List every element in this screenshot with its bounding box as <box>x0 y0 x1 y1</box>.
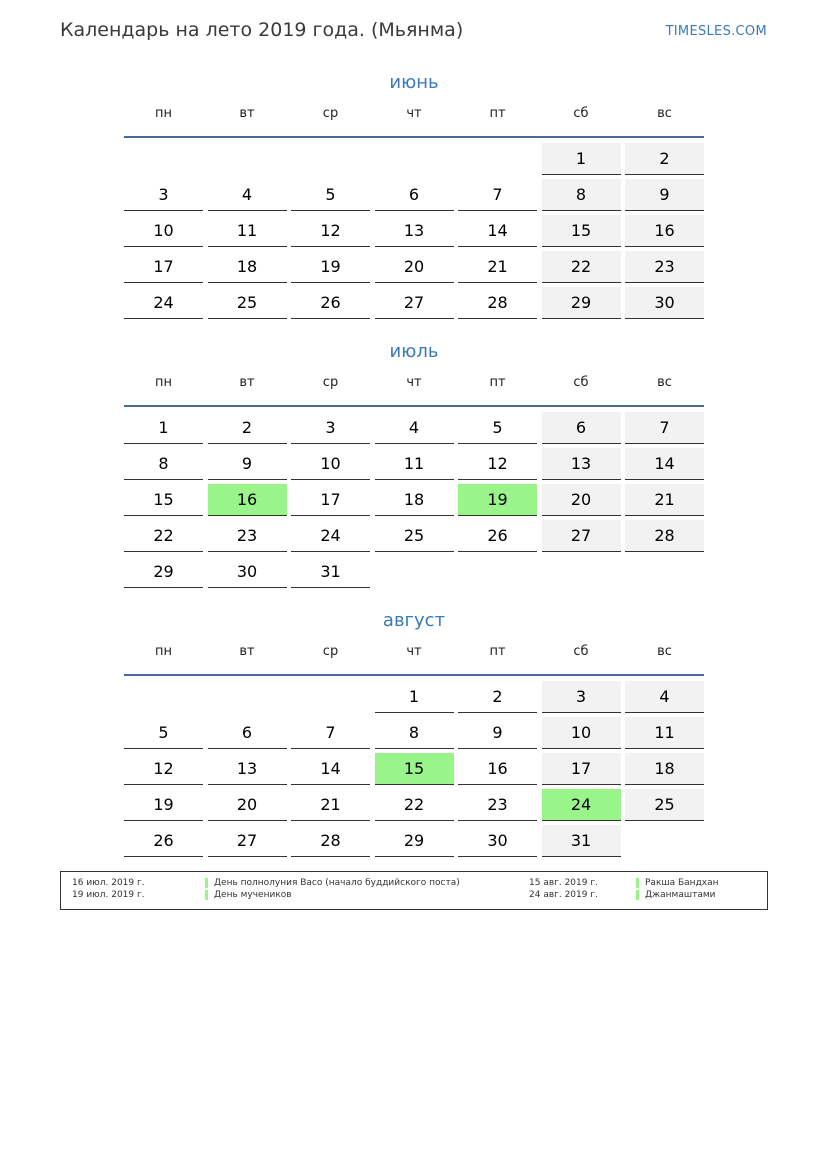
day-cell: 24 <box>291 520 370 552</box>
day-cell: 14 <box>291 753 370 785</box>
day-cell: 11 <box>375 448 454 480</box>
weekday-label: ср <box>322 106 339 121</box>
month-name: июль <box>389 341 439 362</box>
weekday-label: чт <box>406 106 422 121</box>
day-cell: 9 <box>208 448 287 480</box>
day-cell: 13 <box>542 448 621 480</box>
day-cell: 9 <box>458 717 537 749</box>
day-cell: 14 <box>625 448 704 480</box>
day-cell: 27 <box>542 520 621 552</box>
day-cell: 2 <box>208 412 287 444</box>
weekday-label: пт <box>489 106 506 121</box>
month-calendar <box>124 337 704 581</box>
day-cell: 3 <box>542 681 621 713</box>
day-cell: 23 <box>458 789 537 821</box>
weekday-label: вт <box>239 375 255 390</box>
day-cell: 30 <box>458 825 537 857</box>
day-cell: 28 <box>625 520 704 552</box>
day-cell: 25 <box>375 520 454 552</box>
day-cell: 16 <box>625 215 704 247</box>
legend-date: 24 авг. 2019 г. <box>529 890 598 900</box>
day-cell: 30 <box>625 287 704 319</box>
day-cell: 2 <box>625 143 704 175</box>
day-cell: 11 <box>625 717 704 749</box>
legend-date: 16 июл. 2019 г. <box>72 878 145 888</box>
day-cell: 12 <box>458 448 537 480</box>
holiday-day-cell: 19 <box>458 484 537 516</box>
day-cell: 4 <box>625 681 704 713</box>
day-cell: 10 <box>124 215 203 247</box>
legend-holiday-name: День мучеников <box>205 890 292 900</box>
day-cell: 8 <box>542 179 621 211</box>
day-cell: 28 <box>291 825 370 857</box>
month-name: август <box>382 610 446 631</box>
month-calendar <box>124 68 704 312</box>
day-cell: 1 <box>375 681 454 713</box>
day-cell: 18 <box>625 753 704 785</box>
day-cell: 4 <box>375 412 454 444</box>
day-cell: 8 <box>375 717 454 749</box>
page-title: Календарь на лето 2019 года. (Мьянма) <box>60 19 464 41</box>
day-cell: 5 <box>124 717 203 749</box>
day-cell: 1 <box>124 412 203 444</box>
day-cell: 5 <box>291 179 370 211</box>
day-cell: 29 <box>542 287 621 319</box>
weekday-label: пн <box>155 644 172 659</box>
day-cell: 13 <box>375 215 454 247</box>
day-cell: 15 <box>542 215 621 247</box>
legend-date: 19 июл. 2019 г. <box>72 890 145 900</box>
day-cell: 7 <box>291 717 370 749</box>
weekday-label: пн <box>155 375 172 390</box>
day-cell: 15 <box>124 484 203 516</box>
day-cell: 20 <box>542 484 621 516</box>
day-cell: 9 <box>625 179 704 211</box>
holiday-day-cell: 24 <box>542 789 621 821</box>
day-cell: 22 <box>375 789 454 821</box>
day-cell: 10 <box>291 448 370 480</box>
day-cell: 18 <box>375 484 454 516</box>
day-cell: 23 <box>208 520 287 552</box>
day-cell: 26 <box>458 520 537 552</box>
day-cell: 21 <box>625 484 704 516</box>
weekday-label: пт <box>489 375 506 390</box>
legend-date: 15 авг. 2019 г. <box>529 878 598 888</box>
weekday-header <box>124 367 704 407</box>
day-cell: 16 <box>458 753 537 785</box>
day-cell: 31 <box>542 825 621 857</box>
weekday-label: вс <box>657 106 672 121</box>
day-cell: 31 <box>291 556 370 588</box>
day-cell: 7 <box>458 179 537 211</box>
day-cell: 25 <box>625 789 704 821</box>
day-cell: 3 <box>124 179 203 211</box>
day-cell: 7 <box>625 412 704 444</box>
day-cell: 22 <box>124 520 203 552</box>
day-cell: 12 <box>291 215 370 247</box>
day-cell: 27 <box>208 825 287 857</box>
brand-link[interactable]: TIMESLES.COM <box>665 24 767 39</box>
weekday-label: чт <box>406 644 422 659</box>
day-cell: 29 <box>375 825 454 857</box>
weekday-label: сб <box>573 644 589 659</box>
day-cell: 20 <box>375 251 454 283</box>
day-cell: 23 <box>625 251 704 283</box>
day-cell: 5 <box>458 412 537 444</box>
day-cell: 1 <box>542 143 621 175</box>
holiday-day-cell: 15 <box>375 753 454 785</box>
day-cell: 20 <box>208 789 287 821</box>
day-cell: 3 <box>291 412 370 444</box>
day-cell: 24 <box>124 287 203 319</box>
day-cell: 4 <box>208 179 287 211</box>
day-cell: 21 <box>291 789 370 821</box>
day-cell: 14 <box>458 215 537 247</box>
month-name: июнь <box>389 72 439 93</box>
weekday-label: сб <box>573 375 589 390</box>
day-cell: 30 <box>208 556 287 588</box>
day-cell: 29 <box>124 556 203 588</box>
day-cell: 8 <box>124 448 203 480</box>
weekday-label: сб <box>573 106 589 121</box>
day-cell: 27 <box>375 287 454 319</box>
day-cell: 26 <box>124 825 203 857</box>
weekday-label: ср <box>322 375 339 390</box>
holiday-day-cell: 16 <box>208 484 287 516</box>
weekday-label: вт <box>239 644 255 659</box>
day-cell: 17 <box>542 753 621 785</box>
day-cell: 22 <box>542 251 621 283</box>
day-cell: 18 <box>208 251 287 283</box>
day-cell: 6 <box>375 179 454 211</box>
weekday-label: вт <box>239 106 255 121</box>
day-cell: 6 <box>542 412 621 444</box>
legend-holiday-name: День полнолуния Васо (начало буддийского поста) <box>205 878 460 888</box>
day-cell: 13 <box>208 753 287 785</box>
weekday-label: пт <box>489 644 506 659</box>
weekday-label: пн <box>155 106 172 121</box>
weekday-header <box>124 98 704 138</box>
day-cell: 19 <box>124 789 203 821</box>
day-cell: 6 <box>208 717 287 749</box>
day-cell: 26 <box>291 287 370 319</box>
day-cell: 28 <box>458 287 537 319</box>
day-cell: 12 <box>124 753 203 785</box>
weekday-label: вс <box>657 375 672 390</box>
day-cell: 2 <box>458 681 537 713</box>
weekday-label: ср <box>322 644 339 659</box>
day-cell: 19 <box>291 251 370 283</box>
day-cell: 11 <box>208 215 287 247</box>
day-cell: 17 <box>124 251 203 283</box>
weekday-label: вс <box>657 644 672 659</box>
day-cell: 17 <box>291 484 370 516</box>
legend-holiday-name: Ракша Бандхан <box>636 878 719 888</box>
day-cell: 10 <box>542 717 621 749</box>
legend-holiday-name: Джанмаштами <box>636 890 715 900</box>
day-cell: 25 <box>208 287 287 319</box>
day-cell: 21 <box>458 251 537 283</box>
weekday-header <box>124 636 704 676</box>
month-calendar <box>124 606 704 850</box>
weekday-label: чт <box>406 375 422 390</box>
holiday-legend <box>60 871 768 910</box>
